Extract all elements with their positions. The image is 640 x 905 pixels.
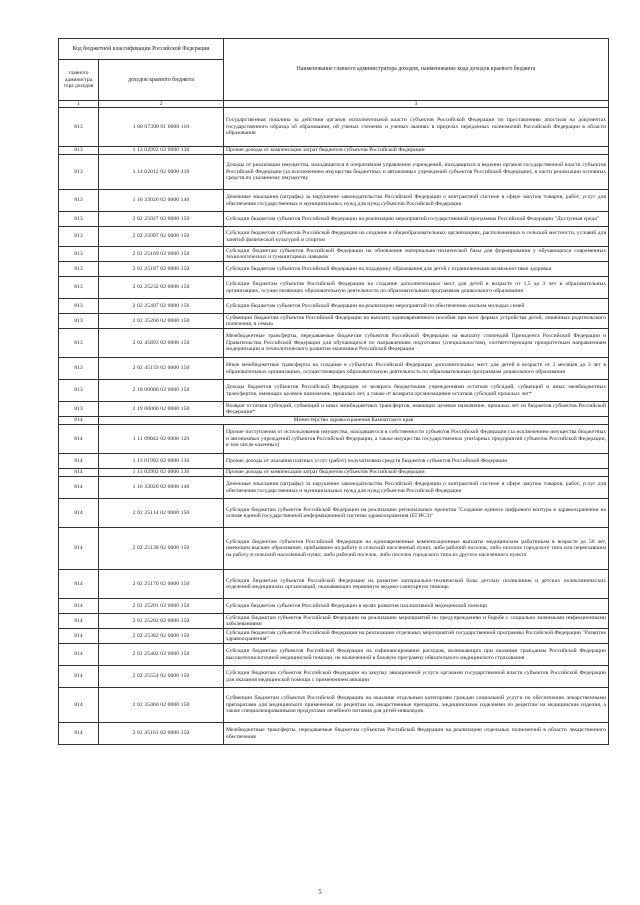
admin-code-cell: 814 [59,499,99,528]
admin-code-cell: 814 [59,644,99,666]
revenue-name-cell: Субсидии бюджетам субъектов Российской Федерации на реализацию мероприятий государственной программы Российской Федерации "Доступная среда" [224,212,609,227]
revenue-name-cell: Субсидии бюджетам субъектов Российской Федерации на создание в общеобразовательных организациях, расположенных в сельской местности, условий для занятий физической культурой и спортом [224,227,609,247]
table-row [59,528,609,570]
admin-code-cell: 814 [59,723,99,745]
revenue-code-cell: 2 02 45159 02 0000 150 [99,358,224,380]
admin-code-cell: 813 [59,402,99,417]
admin-code-cell: 813 [59,147,99,155]
admin-code-cell: 813 [59,212,99,227]
revenue-code-cell: 1 14 02012 02 0000 410 [99,155,224,190]
revenue-name-cell: Субсидии бюджетам субъектов Российской Федерации на реализацию региональных проектов "Создание единого цифрового контура в здравоохранении на основе единой государственной информационной системы здравоохранения (ЕГИСЗ)" [224,499,609,528]
section-title-cell: Министерство здравоохранения Камчатского края [99,417,609,425]
admin-code-cell: 814 [59,570,99,599]
admin-code-cell: 813 [59,358,99,380]
revenue-name-cell: Субсидии бюджетам субъектов Российской Федерации на реализацию мероприятий по предупреждению и борьбе с социально значимыми инфекционными заболеваниями [224,614,609,629]
table-row [59,723,609,745]
revenue-code-cell: 2 02 25201 02 0000 150 [99,599,224,614]
admin-code-cell: 814 [59,614,99,629]
admin-code-cell: 814 [59,599,99,614]
table-row [59,190,609,212]
table-row [59,570,609,599]
revenue-code-cell: 2 02 35260 02 0000 150 [99,314,224,329]
revenue-name-cell: Субвенции бюджетам субъектов Российской Федерации на выплату единовременного пособия при всех формах устройства детей, лишенных родительского попечения, в семью [224,314,609,329]
admin-code-cell: 814 [59,477,99,499]
revenue-name-cell: Субсидии бюджетам субъектов Российской Федерации на развитие материально-технической базы детских поликлиник и детских поликлинических отделений медицинских организаций, оказывающих первичную медико-санитарную помощь [224,570,609,599]
admin-code-cell: 813 [59,299,99,314]
table-row [59,666,609,688]
revenue-name-cell: Межбюджетные трансферты, передаваемые бюджетам субъектов Российской Федерации на выплату стипендий Президента Российской Федерации и Правительства Российской Федерации для обучающихся по направлениям подготовки (специальностям), соответствующим приоритетным направлениям модернизации и технологического развития экономики Российской Федерации [224,329,609,358]
admin-code-cell: 813 [59,155,99,190]
column-number-3: 3 [224,101,609,108]
table-row [59,614,609,629]
table-row [59,599,609,614]
revenue-code-cell: 2 02 25232 02 0000 150 [99,277,224,299]
table-row [59,469,609,477]
column-number-1: 1 [59,101,99,108]
revenue-name-cell: Субсидии бюджетам субъектов Российской Федерации на единовременные компенсационные выплаты медицинским работникам в возрасте до 50 лет, имеющим высшее образование, прибывшим на работу в сельский населенный пункт, либо рабочий поселок, либо поселок городского типа или переехавшим на работу в сельский населенный пункт, либо рабочий поселок, либо поселок городского типа из другого населенного пункта [224,528,609,570]
table-row [59,262,609,277]
table-row [59,688,609,723]
revenue-name-cell: Межбюджетные трансферты, передаваемые бюджетам субъектов Российской Федерации на реализацию отдельных полномочий в области лекарственного обеспечения [224,723,609,745]
revenue-code-cell: 2 02 25202 02 0000 150 [99,614,224,629]
revenue-name-cell: Прочие доходы от оказания платных услуг (работ) получателями средств бюджетов субъектов Российской Федерации [224,454,609,469]
table-row [59,277,609,299]
revenue-code-cell: 2 02 25382 02 0000 150 [99,629,224,644]
revenue-code-cell: 1 13 02992 02 0000 130 [99,469,224,477]
admin-code-cell: 814 [59,666,99,688]
admin-code-cell: 814 [59,469,99,477]
revenue-classification-table [58,38,609,745]
table-row [59,358,609,380]
revenue-name-cell: Субсидии бюджетам субъектов Российской Федерации на поддержку образования для детей с ограниченными возможностями здоровья [224,262,609,277]
admin-code-cell: 813 [59,262,99,277]
revenue-code-cell: 2 02 25169 02 0000 150 [99,247,224,262]
admin-code-cell: 813 [59,247,99,262]
table-row [59,247,609,262]
table-row [59,454,609,469]
revenue-code-cell: 1 13 02992 02 0000 130 [99,147,224,155]
revenue-name-cell: Субсидии бюджетам субъектов Российской Федерации на закупку авиационной услуги органами государственной власти субъектов Российской Федерации для оказания медицинской помощи с применением авиации [224,666,609,688]
revenue-code-cell: 2 02 25187 02 0000 150 [99,262,224,277]
revenue-code-cell: 2 02 25170 02 0000 150 [99,570,224,599]
revenue-name-cell: Денежные взыскания (штрафы) за нарушение законодательства Российской Федерации о контрактной системе в сфере закупок товаров, работ, услуг для обеспечения государственных и муниципальных нужд для нужд субъектов Российской Федерации [224,190,609,212]
table-row [59,314,609,329]
revenue-code-cell: 2 02 25138 02 0000 150 [99,528,224,570]
admin-code-cell: 813 [59,314,99,329]
revenue-code-cell: 2 02 45893 02 0000 150 [99,329,224,358]
revenue-name-cell: Субсидии бюджетам субъектов Российской Федерации на реализацию мероприятий по обеспечению жильем молодых семей [224,299,609,314]
admin-code-cell: 814 [59,417,99,425]
revenue-code-cell: 1 16 33020 02 0000 140 [99,190,224,212]
admin-code-cell: 814 [59,454,99,469]
admin-code-cell: 813 [59,380,99,402]
revenue-name-cell: Доходы бюджетов субъектов Российской Федерации от возврата бюджетными учреждениями остатков субсидий, субвенций и иных межбюджетных трансфертов, имеющих целевое назначение, прошлых лет, а также от возврата организациями остатков субсидий прошлых лет* [224,380,609,402]
revenue-name-cell: Возврат остатков субсидий, субвенций и иных межбюджетных трансфертов, имеющих целевое назначение, прошлых лет из бюджетов субъектов Российской Федерации* [224,402,609,417]
admin-code-cell: 813 [59,329,99,358]
admin-code-cell: 814 [59,528,99,570]
table-row [59,402,609,417]
revenue-name-cell: Доходы от реализации имущества, находящегося в оперативном управлении учреждений, находящихся в ведении органов государственной власти субъектов Российской Федерации (за исключением имущества бюджетных и автономных учреждений субъектов Российской Федерации), в части реализации основных средств по указанному имуществу [224,155,609,190]
revenue-code-cell: 2 18 00000 02 0000 150 [99,380,224,402]
admin-code-cell: 814 [59,629,99,644]
revenue-code-cell: 1 16 33020 02 0000 140 [99,477,224,499]
admin-code-cell: 814 [59,425,99,454]
column-number-2: 2 [99,101,224,108]
admin-code-cell: 813 [59,108,99,147]
revenue-code-cell: 2 02 35460 02 0000 150 [99,688,224,723]
admin-code-cell: 813 [59,227,99,247]
revenue-name-cell: Субсидии бюджетам субъектов Российской Федерации на реализацию отдельных мероприятий государственной программы Российской Федерации "Развитие здравоохранения" [224,629,609,644]
table-row [59,227,609,247]
table-row [59,477,609,499]
revenue-code-cell: 1 08 07390 01 0000 110 [99,108,224,147]
revenue-code-cell: 1 13 01992 02 0000 130 [99,454,224,469]
header-group-title: Код бюджетной классификации Российской Федерации [59,39,224,60]
revenue-name-cell: Денежные взыскания (штрафы) за нарушение законодательства Российской Федерации о контрактной системе в сфере закупок товаров, работ, услуг для обеспечения государственных и муниципальных нужд для нужд субъектов Российской Федерации [224,477,609,499]
revenue-code-cell: 2 02 25027 02 0000 150 [99,212,224,227]
revenue-code-cell: 2 02 25402 02 0000 150 [99,644,224,666]
revenue-name-cell: Субсидии бюджетам субъектов Российской Федерации на софинансирование расходов, возникающих при оказании гражданам Российской Федерации высокотехнологичной медицинской помощи, не включенной в базовую программу обязательного медицинского страхования [224,644,609,666]
revenue-code-cell: 2 19 00000 02 0000 150 [99,402,224,417]
table-row [59,499,609,528]
revenue-code-cell: 2 02 25114 02 0000 150 [99,499,224,528]
revenue-code-cell: 2 02 25497 02 0000 150 [99,299,224,314]
section-row [59,417,609,425]
revenue-name-cell: Прочие доходы от компенсации затрат бюджетов субъектов Российской Федерации [224,147,609,155]
admin-code-cell: 813 [59,190,99,212]
revenue-name-cell: Прочие доходы от компенсации затрат бюджетов субъектов Российской Федерации [224,469,609,477]
table-row [59,644,609,666]
revenue-code-cell: 2 02 25554 02 0000 150 [99,666,224,688]
table-row [59,299,609,314]
revenue-name-cell: Субсидии бюджетам субъектов Российской Федерации на создание дополнительных мест для детей в возрасте от 1,5 до 3 лет в образовательных организациях, осуществляющих образовательную деятельность по образовательным программам дошкольного образования [224,277,609,299]
table-row [59,380,609,402]
header-col3-title: Наименование главного администратора доходов, наименование кода доходов краевого бюджета [224,39,609,101]
revenue-name-cell: Субвенции бюджетам субъектов Российской Федерации на оказание отдельным категориям граждан социальной услуги по обеспечению лекарственными препаратами для медицинского применения по рецептам на лекарственные препараты, медицинскими изделиями по рецептам на медицинские изделия, а также специализированными продуктами лечебного питания для детей-инвалидов [224,688,609,723]
table-row [59,147,609,155]
revenue-code-cell: 2 02 45161 02 0000 150 [99,723,224,745]
document-page [58,38,608,745]
table-row [59,629,609,644]
admin-code-cell: 814 [59,688,99,723]
revenue-name-cell: Иные межбюджетные трансферты на создание в субъектах Российской Федерации дополнительных мест для детей в возрасте от 2 месяцев до 3 лет в образовательных организациях, осуществляющих образовательную деятельность по образовательным программам дошкольного образования [224,358,609,380]
header-col1-title: главного администра тора доходов [59,60,99,101]
table-row [59,212,609,227]
revenue-name-cell: Субсидии бюджетам субъектов Российской Федерации на обновление материально-технической базы для формирования у обучающихся современных технологических и гуманитарных навыков [224,247,609,262]
admin-code-cell: 813 [59,277,99,299]
revenue-code-cell: 2 02 25097 02 0000 150 [99,227,224,247]
revenue-name-cell: Прочие поступления от использования имущества, находящегося в собственности субъектов Российской Федерации (за исключением имущества бюджетных и автономных учреждений субъектов Российской Федерации, а также имущества государственных унитарных предприятий субъектов Российской Федерации, в том числе казенных) [224,425,609,454]
table-row [59,155,609,190]
table-row [59,329,609,358]
revenue-name-cell: Субсидии бюджетам субъектов Российской Федерации в целях развития паллиативной медицинской помощи [224,599,609,614]
revenue-name-cell: Государственная пошлина за действия органов исполнительной власти субъектов Российской Федерации по проставлению апостиля на документах государственного образца об образовании, об ученых степенях и ученых званиях в пределах переданных полномочий Российской Федерации в области образования [224,108,609,147]
header-col2-title: доходов краевого бюджета [99,60,224,101]
table-row [59,425,609,454]
page-number: 5 [318,888,322,896]
table-row [59,108,609,147]
revenue-code-cell: 1 11 09042 02 0000 120 [99,425,224,454]
